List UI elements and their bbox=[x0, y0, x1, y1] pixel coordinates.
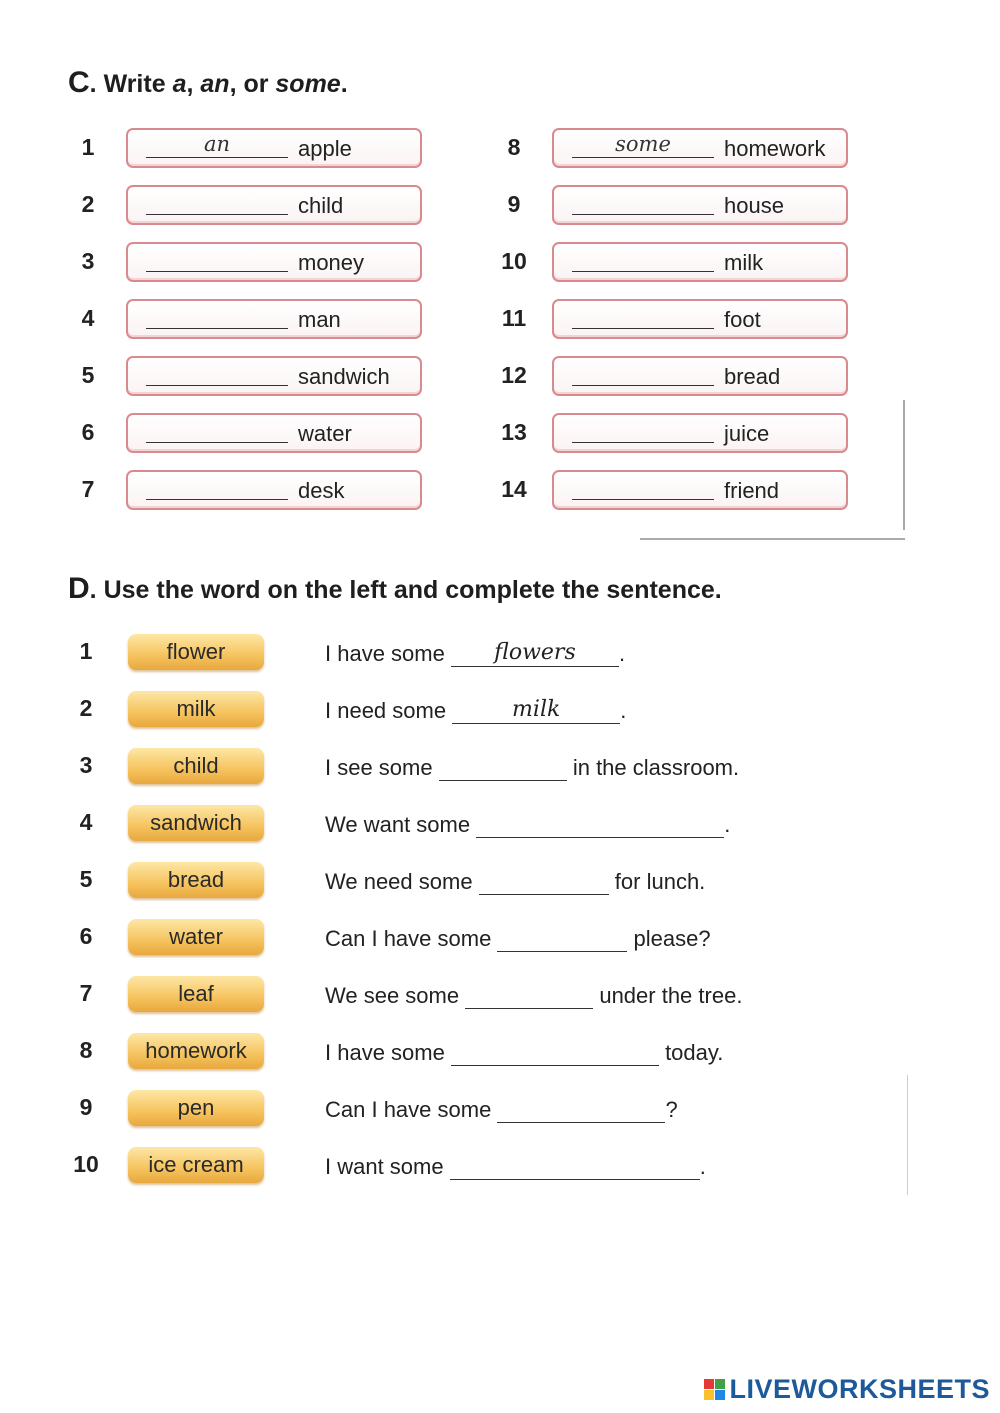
brand-name: LIVEWORKSHEETS bbox=[729, 1374, 990, 1404]
item-number: 2 bbox=[79, 695, 93, 721]
item-number: 1 bbox=[81, 134, 95, 160]
d-item bbox=[0, 632, 1000, 672]
word-tag: ice cream bbox=[128, 1147, 264, 1183]
sentence: I see some in the classroom. bbox=[325, 755, 740, 780]
answer-field[interactable] bbox=[451, 1039, 659, 1066]
answer-field[interactable] bbox=[439, 754, 567, 781]
sentence: I have some flowers . bbox=[325, 640, 626, 666]
d-item bbox=[0, 1031, 1000, 1071]
d-item bbox=[0, 1145, 1000, 1185]
noun-label: homework bbox=[724, 136, 826, 161]
sentence: I want some . bbox=[325, 1154, 706, 1179]
item-number: 5 bbox=[81, 362, 95, 388]
page-frame-line bbox=[640, 538, 905, 540]
answer-field[interactable] bbox=[572, 245, 714, 272]
noun-label: apple bbox=[298, 136, 352, 161]
sentence: Can I have some ? bbox=[325, 1097, 678, 1122]
d-item bbox=[0, 689, 1000, 729]
noun-label: foot bbox=[724, 307, 761, 332]
sentence: We see some under the tree. bbox=[325, 983, 743, 1008]
noun-label: bread bbox=[724, 364, 781, 389]
d-item bbox=[0, 1088, 1000, 1128]
d-item bbox=[0, 860, 1000, 900]
item-number: 12 bbox=[501, 362, 527, 388]
item-number: 9 bbox=[79, 1094, 93, 1120]
item-number: 3 bbox=[81, 248, 95, 274]
liveworksheets-icon bbox=[704, 1379, 725, 1400]
answer-field[interactable] bbox=[146, 416, 288, 443]
answer-field[interactable] bbox=[497, 1096, 665, 1123]
c-item bbox=[490, 356, 850, 396]
liveworksheets-logo bbox=[704, 1374, 990, 1405]
c-item bbox=[490, 413, 850, 453]
noun-label: house bbox=[724, 193, 784, 218]
page-frame-line bbox=[903, 400, 905, 530]
section-d-title: D. Use the word on the left and complete the sentence. bbox=[68, 572, 722, 605]
answer-field[interactable] bbox=[146, 302, 288, 329]
item-number: 9 bbox=[507, 191, 521, 217]
sentence: We want some . bbox=[325, 812, 731, 837]
answer-field[interactable] bbox=[497, 925, 627, 952]
word-tag: flower bbox=[128, 634, 264, 670]
c-item bbox=[68, 185, 428, 225]
noun-label: money bbox=[298, 250, 365, 275]
word-tag: pen bbox=[128, 1090, 264, 1126]
item-number: 13 bbox=[501, 419, 527, 445]
c-item bbox=[68, 299, 428, 339]
c-item bbox=[490, 299, 850, 339]
answer-field[interactable] bbox=[450, 1153, 700, 1180]
item-number: 10 bbox=[73, 1151, 99, 1177]
d-item bbox=[0, 917, 1000, 957]
answer-field[interactable]: an bbox=[146, 131, 288, 158]
sentence: We need some for lunch. bbox=[325, 869, 706, 894]
c-item bbox=[68, 413, 428, 453]
word-tag: homework bbox=[128, 1033, 264, 1069]
c-item bbox=[68, 356, 428, 396]
answer-field[interactable] bbox=[146, 359, 288, 386]
answer-field[interactable] bbox=[476, 811, 724, 838]
noun-label: milk bbox=[724, 250, 764, 275]
answer-field[interactable] bbox=[572, 416, 714, 443]
word-tag: leaf bbox=[128, 976, 264, 1012]
item-number: 3 bbox=[79, 752, 93, 778]
item-number: 6 bbox=[81, 419, 95, 445]
d-item bbox=[0, 746, 1000, 786]
item-number: 7 bbox=[81, 476, 95, 502]
c-item bbox=[68, 242, 428, 282]
answer-field[interactable] bbox=[572, 302, 714, 329]
noun-label: water bbox=[298, 421, 352, 446]
answer-field[interactable] bbox=[572, 473, 714, 500]
c-item bbox=[490, 185, 850, 225]
item-number: 8 bbox=[79, 1037, 93, 1063]
sentence: Can I have some please? bbox=[325, 926, 711, 951]
item-number: 4 bbox=[79, 809, 93, 835]
item-number: 11 bbox=[501, 305, 527, 331]
c-item bbox=[490, 128, 850, 168]
noun-label: child bbox=[298, 193, 344, 218]
noun-label: juice bbox=[724, 421, 770, 446]
answer-field[interactable] bbox=[572, 359, 714, 386]
item-number: 7 bbox=[79, 980, 93, 1006]
c-item bbox=[68, 128, 428, 168]
c-item bbox=[490, 470, 850, 510]
item-number: 14 bbox=[501, 476, 527, 502]
answer-field[interactable] bbox=[146, 473, 288, 500]
sentence: I need some milk . bbox=[325, 697, 627, 723]
item-number: 10 bbox=[501, 248, 527, 274]
item-number: 5 bbox=[79, 866, 93, 892]
noun-label: desk bbox=[298, 478, 345, 503]
answer-field[interactable]: flowers bbox=[451, 640, 619, 667]
answer-field[interactable] bbox=[146, 245, 288, 272]
word-tag: water bbox=[128, 919, 264, 955]
item-number: 2 bbox=[81, 191, 95, 217]
answer-field[interactable]: some bbox=[572, 131, 714, 158]
noun-label: friend bbox=[724, 478, 780, 503]
word-tag: milk bbox=[128, 691, 264, 727]
answer-field[interactable] bbox=[465, 982, 593, 1009]
item-number: 4 bbox=[81, 305, 95, 331]
word-tag: child bbox=[128, 748, 264, 784]
section-c-title: C. Write a, an, or some. bbox=[68, 66, 348, 99]
c-item bbox=[68, 470, 428, 510]
item-number: 6 bbox=[79, 923, 93, 949]
answer-field[interactable] bbox=[479, 868, 609, 895]
item-number: 1 bbox=[79, 638, 93, 664]
item-number: 8 bbox=[507, 134, 521, 160]
word-tag: sandwich bbox=[128, 805, 264, 841]
noun-label: man bbox=[298, 307, 341, 332]
d-item bbox=[0, 974, 1000, 1014]
sentence: I have some today. bbox=[325, 1040, 724, 1065]
noun-label: sandwich bbox=[298, 364, 390, 389]
c-item bbox=[490, 242, 850, 282]
word-tag: bread bbox=[128, 862, 264, 898]
d-item bbox=[0, 803, 1000, 843]
answer-field[interactable] bbox=[572, 188, 714, 215]
answer-field[interactable]: milk bbox=[452, 697, 620, 724]
answer-field[interactable] bbox=[146, 188, 288, 215]
